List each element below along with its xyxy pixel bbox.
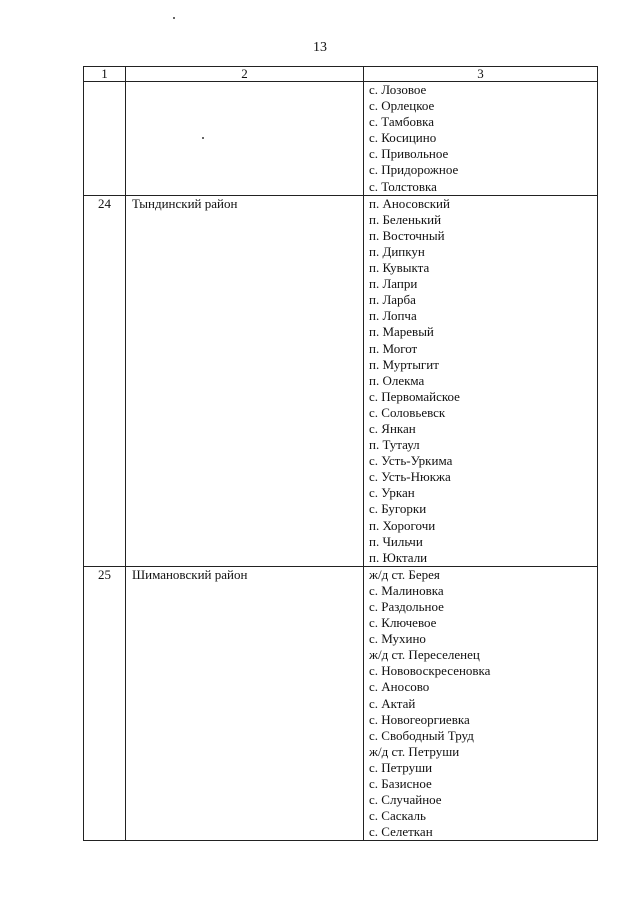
settlement-item: п. Лапри: [369, 276, 418, 292]
settlement-item: п. Беленький: [369, 211, 442, 227]
settlement-item: с. Первомайское: [369, 388, 460, 404]
settlement-item: п. Олекма: [369, 372, 425, 388]
settlement-item: с. Селеткан: [369, 824, 433, 840]
header-col-2: 2: [126, 67, 364, 82]
table-row: [84, 566, 598, 841]
settlement-item: с. Уркан: [369, 485, 415, 501]
settlement-item: п. Могот: [369, 340, 418, 356]
page-number: 13: [313, 40, 327, 55]
settlement-item: с. Свободный Труд: [369, 727, 474, 743]
settlement-item: п. Аносовский: [369, 195, 450, 211]
settlement-item: с. Случайное: [369, 792, 442, 808]
header-col-3: 3: [364, 67, 598, 82]
settlement-item: с. Саскаль: [369, 808, 426, 824]
table-row: [84, 82, 598, 196]
scan-speck: [173, 17, 175, 19]
settlement-item: п. Кувыкта: [369, 260, 430, 276]
settlement-item: с. Усть-Нюкжа: [369, 469, 451, 485]
settlement-item: п. Чильчи: [369, 533, 423, 549]
settlement-item: с. Мухино: [369, 631, 426, 647]
settlement-item: с. Янкан: [369, 420, 416, 436]
settlement-item: ж/д ст. Переселенец: [369, 647, 480, 663]
table-row: [84, 195, 598, 566]
settlement-item: п. Лопча: [369, 308, 417, 324]
settlement-item: с. Нововоскресеновка: [369, 663, 491, 679]
settlement-item: п. Муртыгит: [369, 356, 439, 372]
settlement-item: с. Бугорки: [369, 501, 427, 517]
settlement-item: п. Маревый: [369, 324, 434, 340]
settlement-item: с. Аносово: [369, 679, 430, 695]
settlement-item: с. Ключевое: [369, 615, 437, 631]
settlement-item: с. Толстовка: [369, 178, 437, 194]
settlement-item: с. Придорожное: [369, 162, 459, 178]
settlement-item: с. Базисное: [369, 776, 432, 792]
district-name: [126, 82, 364, 196]
row-number: [84, 82, 126, 196]
district-name: Шимановский район: [126, 566, 364, 841]
settlement-item: п. Хорогочи: [369, 517, 436, 533]
settlement-item: п. Юктали: [369, 549, 428, 565]
settlements-cell: [364, 566, 598, 841]
settlement-item: п. Дипкун: [369, 243, 425, 259]
settlement-item: п. Ларба: [369, 292, 416, 308]
settlement-item: с. Лозовое: [369, 82, 427, 97]
header-col-1: 1: [84, 67, 126, 82]
row-number: 25: [84, 566, 126, 841]
row-number: 24: [84, 195, 126, 566]
settlement-item: с. Актай: [369, 695, 416, 711]
settlement-item: с. Привольное: [369, 146, 449, 162]
settlements-cell: [364, 82, 598, 196]
settlement-item: ж/д ст. Петруши: [369, 743, 460, 759]
settlement-item: с. Орлецкое: [369, 98, 435, 114]
settlement-item: с. Малиновка: [369, 582, 444, 598]
settlement-item: с. Петруши: [369, 759, 433, 775]
settlement-item: с. Усть-Уркима: [369, 453, 453, 469]
district-name: Тындинский район: [126, 195, 364, 566]
settlement-item: с. Соловьевск: [369, 404, 446, 420]
settlement-item: с. Тамбовка: [369, 114, 435, 130]
table-header-row: [84, 67, 598, 82]
settlement-item: с. Новогеоргиевка: [369, 711, 470, 727]
settlement-item: п. Тутаул: [369, 437, 420, 453]
settlement-item: с. Косицино: [369, 130, 437, 146]
settlement-item: п. Восточный: [369, 227, 445, 243]
settlement-item: ж/д ст. Берея: [369, 566, 440, 582]
settlements-table: [83, 66, 598, 841]
settlements-cell: [364, 195, 598, 566]
settlement-item: с. Раздольное: [369, 599, 444, 614]
